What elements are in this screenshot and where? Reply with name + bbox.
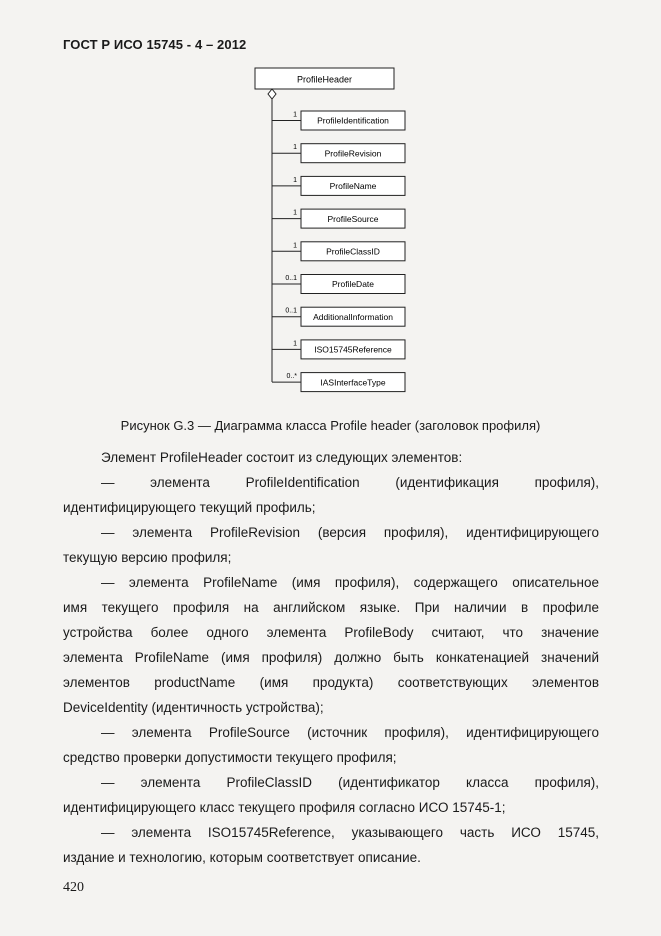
child-class-profileclassid <box>272 242 405 261</box>
text-line: — элемента ProfileSource (источник профиля), идентифицирующего <box>101 725 599 740</box>
child-class-profiledate <box>272 275 405 294</box>
document-header: ГОСТ Р ИСО 15745 - 4 – 2012 <box>63 37 247 52</box>
aggregation-diamond-icon <box>268 89 276 99</box>
text-line: текущую версию профиля; <box>63 550 232 565</box>
child-class-iasinterfacetype <box>272 373 405 392</box>
text-line: идентифицирующего текущий профиль; <box>63 500 316 515</box>
text-line: — элемента ProfileRevision (версия профиля), идентифицирующего <box>101 525 599 540</box>
text-line: Элемент ProfileHeader состоит из следующих элементов: <box>101 450 463 465</box>
multiplicity-label: 1 <box>293 340 297 348</box>
text-line: — элемента ProfileClassID (идентификатор класса профиля), <box>101 775 599 790</box>
page-number: 420 <box>63 880 84 895</box>
multiplicity-label: 1 <box>293 144 297 152</box>
child-class-iso15745reference <box>272 340 405 359</box>
root-class-label: ProfileHeader <box>296 74 353 85</box>
figure-caption: Рисунок G.3 — Диаграмма класса Profile header (заголовок профиля) <box>120 418 541 433</box>
class-diagram <box>0 0 661 410</box>
text-line: — элемента ISO15745Reference, указывающего часть ИСО 15745, <box>101 825 599 840</box>
multiplicity-label: 1 <box>293 176 297 184</box>
child-class-label: ProfileSource <box>327 213 379 224</box>
multiplicity-label: 1 <box>293 111 297 119</box>
text-line: элементов productName (имя продукта) соответствующих элементов <box>63 675 599 690</box>
text-line: издание и технологию, которым соответствует описание. <box>63 850 421 865</box>
text-line: DeviceIdentity (идентичность устройства); <box>63 700 324 715</box>
child-class-label: ProfileClassID <box>326 246 380 257</box>
text-line: — элемента ProfileIdentification (идентификация профиля), <box>101 475 599 490</box>
child-class-additionalinformation <box>272 307 405 326</box>
child-class-profileidentification <box>272 111 405 130</box>
text-line: элемента ProfileName (имя профиля) должно быть конкатенацией значений <box>63 650 599 665</box>
child-class-profilename <box>272 176 405 195</box>
text-line: — элемента ProfileName (имя профиля), содержащего описательное <box>101 575 599 590</box>
child-class-label: ProfileName <box>329 181 377 192</box>
child-class-label: IASInterfaceType <box>320 377 386 388</box>
multiplicity-label: 0..* <box>286 373 297 381</box>
text-line: средство проверки допустимости текущего профиля; <box>63 750 397 765</box>
child-class-label: ProfileIdentification <box>317 115 389 126</box>
child-class-label: AdditionalInformation <box>313 311 393 322</box>
root-class-box <box>255 68 394 89</box>
multiplicity-label: 1 <box>293 209 297 217</box>
child-class-profilesource <box>272 209 405 228</box>
multiplicity-label: 0..1 <box>285 307 297 315</box>
text-line: имя текущего профиля на английском языке. При наличии в профиле <box>63 600 599 615</box>
text-line: устройства более одного элемента ProfileBody считают, что значение <box>63 625 599 640</box>
child-class-label: ProfileDate <box>331 279 375 290</box>
child-class-label: ISO15745Reference <box>314 344 392 355</box>
multiplicity-label: 1 <box>293 242 297 250</box>
child-class-label: ProfileRevision <box>324 148 382 159</box>
child-class-profilerevision <box>272 144 405 163</box>
multiplicity-label: 0..1 <box>285 275 297 282</box>
text-line: идентифицирующего класс текущего профиля согласно ИСО 15745-1; <box>63 800 506 815</box>
